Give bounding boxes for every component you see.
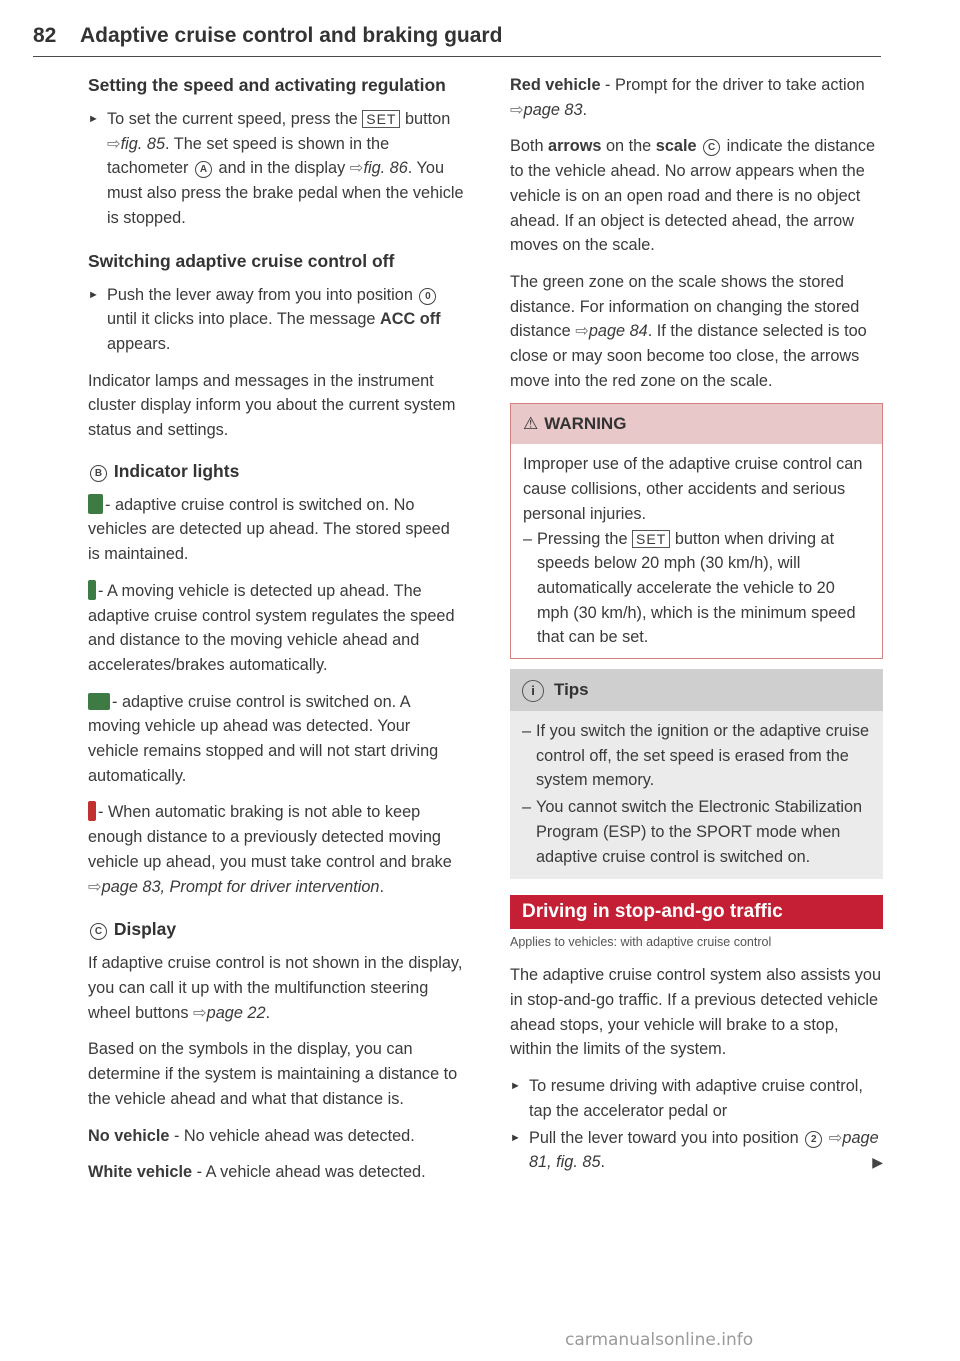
heading-setting-speed: Setting the speed and activating regulation bbox=[88, 75, 446, 95]
applies-to: Applies to vehicles: with adaptive cruise control bbox=[510, 935, 772, 950]
set-key-icon: SET bbox=[362, 110, 400, 128]
arrows-paragraph: Both arrows on the scale C indicate the distance to the vehicle ahead. No arrow appears when the vehicle is on an open road and there is no object ahead. If an object is detected ahead, the arrow moves on the scale. bbox=[510, 137, 876, 255]
chapter-title: Adaptive cruise control and braking guard bbox=[80, 24, 503, 47]
white-vehicle-item: White vehicle - A vehicle ahead was detected. bbox=[88, 1163, 426, 1182]
page-ref[interactable]: page 81, fig. 85 bbox=[529, 1128, 879, 1172]
page-ref[interactable]: page 83 bbox=[523, 100, 583, 119]
right-column bbox=[510, 73, 883, 1253]
page-ref[interactable]: page 22 bbox=[206, 1003, 266, 1022]
set-key-icon: SET bbox=[632, 530, 670, 548]
acc-off-message: ACC off bbox=[380, 310, 441, 329]
heading-display: C Display bbox=[88, 917, 464, 941]
tip-item: – If you switch the ignition or the adaptive cruise control off, the set speed is erased from the system memory. bbox=[522, 722, 870, 790]
pull-lever-step: ► Pull the lever toward you into position 2 ⇨page 81, fig. 85. ▶ bbox=[510, 1126, 883, 1175]
page-number: 82 bbox=[33, 24, 57, 47]
warning-triangle-icon: ⚠ bbox=[523, 414, 539, 434]
circle-0-icon: 0 bbox=[419, 288, 436, 305]
arrow-ref-icon: ⇨ bbox=[193, 1003, 207, 1022]
triangle-bullet-icon: ► bbox=[88, 113, 99, 125]
arrow-ref-icon: ⇨ bbox=[575, 322, 589, 341]
warning-item: – Pressing the SET button when driving at speeds below 20 mph (30 km/h), will automatically accelerate the vehicle to 20 mph (30 km/h), which is the minimum speed that can be set. bbox=[523, 529, 856, 647]
warning-header: ⚠ WARNING bbox=[511, 404, 882, 444]
tips-header: i Tips bbox=[510, 669, 883, 711]
section-banner: Driving in stop-and-go traffic bbox=[510, 895, 883, 929]
triangle-bullet-icon: ► bbox=[88, 288, 99, 301]
tips-body bbox=[510, 711, 883, 879]
stop-go-paragraph: The adaptive cruise control system also assists you in stop-and-go traffic. If a previous detected vehicle ahead stops, your vehicle will brake to a stop, within the limits of the system. bbox=[510, 966, 882, 1059]
switch-off-step: ► Push the lever away from you into position 0 until it clicks into place. The message ACC off appears. bbox=[88, 283, 464, 357]
circle-a-icon: A bbox=[195, 161, 212, 178]
page-ref[interactable]: page 84 bbox=[588, 322, 648, 341]
arrow-ref-icon: ⇨ bbox=[349, 159, 364, 178]
circle-c-icon: C bbox=[703, 139, 720, 156]
display-symbols-paragraph: Based on the symbols in the display, you can determine if the system is maintaining a distance to the vehicle ahead and what that distance is. bbox=[88, 1040, 458, 1108]
arrow-ref-icon: ⇨ bbox=[107, 134, 121, 153]
arrow-ref-icon: ⇨ bbox=[88, 877, 102, 896]
red-vehicle-item: Red vehicle - Prompt for the driver to take action ⇨page 83. bbox=[510, 76, 865, 119]
indicator-item: - When automatic braking is not able to keep enough distance to a previously detected moving vehicle up ahead, you must take control and brake ⇨page 83, Prompt for driver intervention. bbox=[88, 803, 452, 896]
indicator-item: - A moving vehicle is detected up ahead. The adaptive cruise control system regulates the speed and distance to the moving vehicle ahead and accelerates/brakes automatically. bbox=[88, 581, 455, 674]
page-ref[interactable]: page 83, Prompt for driver intervention bbox=[101, 877, 380, 896]
heading-indicator-lights: B Indicator lights bbox=[88, 459, 464, 483]
green-zone-paragraph: The green zone on the scale shows the stored distance. For information on changing the stored distance ⇨page 84. If the distance selected is too close or may soon become too close, the arrows move into the red zone on the scale. bbox=[510, 272, 867, 390]
acc-red-indicator-icon bbox=[88, 801, 96, 821]
circle-2-icon: 2 bbox=[805, 1131, 822, 1148]
arrow-ref-icon: ⇨ bbox=[510, 100, 524, 119]
acc-car-indicator-icon bbox=[88, 693, 110, 710]
warning-body: Improper use of the adaptive cruise control can cause collisions, other accidents and serious personal injuries. – Pressing the SET button when driving at speeds below 20 mph (30 km/h), will automatically accelerate the vehicle to 20 mph (30 km/h), which is the minimum speed that can be set. bbox=[511, 444, 882, 658]
watermark: carmanualsonline.info bbox=[565, 1330, 754, 1350]
tips-box bbox=[510, 669, 883, 879]
arrow-ref-icon: ⇨ bbox=[828, 1128, 843, 1147]
indicator-item: - adaptive cruise control is switched on. A moving vehicle up ahead was detected. Your vehicle remains stopped and will not start driving automatically. bbox=[88, 692, 439, 785]
indicator-item: - adaptive cruise control is switched on. No vehicles are detected up ahead. The stored speed is maintained. bbox=[88, 495, 450, 564]
set-speed-step: ► To set the current speed, press the SET button ⇨fig. 85. The set speed is shown in the tachometer A and in the display ⇨fig. 86. You must also press the brake pedal when the vehicle is stopped. bbox=[88, 107, 464, 231]
tip-item: – You cannot switch the Electronic Stabilization Program (ESP) to the SPORT mode when adaptive cruise control is switched on. bbox=[522, 798, 863, 866]
acc-green-indicator-icon bbox=[88, 494, 103, 514]
heading-switching-off: Switching adaptive cruise control off bbox=[88, 250, 395, 271]
fig-ref[interactable]: fig. 85 bbox=[120, 134, 166, 153]
continue-arrow-icon: ▶ bbox=[872, 1154, 883, 1171]
display-paragraph: If adaptive cruise control is not shown in the display, you can call it up with the multifunction steering wheel buttons ⇨page 22. bbox=[88, 954, 463, 1022]
acc-vehicle-indicator-icon bbox=[88, 580, 96, 600]
info-icon: i bbox=[522, 680, 544, 702]
fig-ref[interactable]: fig. 86 bbox=[363, 159, 408, 178]
circle-c-icon: C bbox=[90, 923, 107, 940]
circle-b-icon: B bbox=[90, 465, 107, 482]
resume-step: ► To resume driving with adaptive cruise control, tap the accelerator pedal or bbox=[510, 1074, 883, 1123]
indicator-paragraph: Indicator lamps and messages in the instrument cluster display inform you about the current system status and settings. bbox=[88, 371, 456, 440]
triangle-bullet-icon: ► bbox=[510, 1080, 521, 1093]
warning-box bbox=[510, 403, 883, 659]
left-column bbox=[88, 73, 464, 1185]
triangle-bullet-icon: ► bbox=[510, 1131, 521, 1144]
page-header bbox=[33, 22, 881, 57]
no-vehicle-item: No vehicle - No vehicle ahead was detected. bbox=[88, 1126, 415, 1145]
